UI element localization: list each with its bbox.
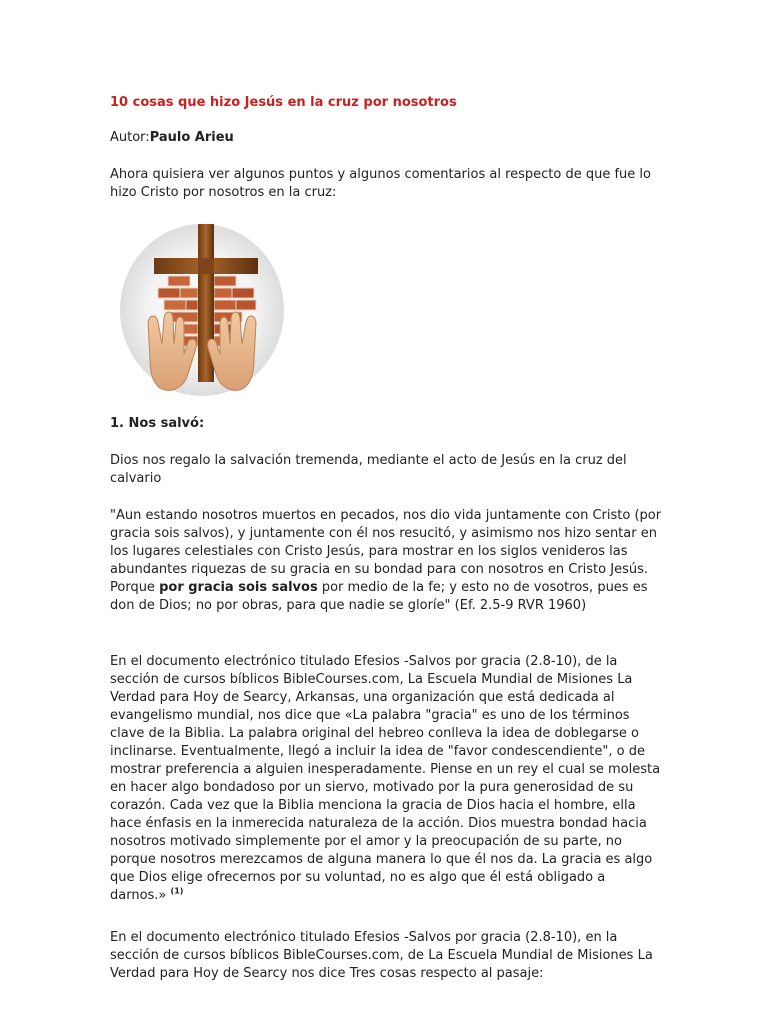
- footnote-marker[interactable]: (1): [170, 886, 184, 896]
- quote-text-after: por medio de la fe; y esto no de vosotros, pues es don de Dios; no por obras, para que nadie se gloríe" (Ef. 2.5-9 RVR 1960): [110, 580, 648, 613]
- paragraph-3: [110, 653, 665, 905]
- paragraph-3-text: En el documento electrónico titulado Efesios -Salvos por gracia (2.8-10), de la sección de cursos bíblicos BibleCourses.com, La Escuela Mundial de Misiones La Verdad para Hoy de Searcy, Arkansas, una organización que está dedicada al evangelismo mundial, nos dice que «La palabra "gracia" es uno de los términos clave de la Biblia. La palabra original del hebreo conlleva la idea de doblegarse o inclinarse. Eventualmente, llegó a incluir la idea de "favor condescendiente", o de mostrar preferencia a alguien inesperadamente. Piense en un rey el cual se molesta en hacer algo bondadoso por un siervo, motivado por la pura generosidad de su corazón. Cada vez que la Biblia menciona la gracia de Dios hacia el hombre, ella hace énfasis en la inmerecida naturaleza de la acción. Dios muestra bondad hacia nosotros motivado simplemente por el amor y la preocupación de su parte, no porque nosotros merezcamos de alguna manera lo que él nos da. La gracia es algo que Dios elige ofrecernos por su voluntad, no es algo que él está obligado a darnos.»: [110, 654, 661, 903]
- intro-paragraph: Ahora quisiera ver algunos puntos y algunos comentarios al respecto de que fue lo hizo Cristo por nosotros en la cruz:: [110, 167, 651, 200]
- author-label: Autor:: [110, 130, 150, 145]
- quote-emphasis: por gracia sois salvos: [159, 580, 318, 595]
- author-name: Paulo Arieu: [149, 130, 234, 145]
- section-heading: 1. Nos salvó:: [110, 416, 205, 431]
- cross-with-raised-hands-icon: [118, 218, 286, 396]
- paragraph-1: Dios nos regalo la salvación tremenda, mediante el acto de Jesús en la cruz del calvario: [110, 453, 627, 486]
- page-title: 10 cosas que hizo Jesús en la cruz por nosotros: [110, 95, 457, 110]
- author-line: [110, 129, 665, 147]
- paragraph-4: En el documento electrónico titulado Efesios -Salvos por gracia (2.8-10), en la sección de cursos bíblicos BibleCourses.com, de La Escuela Mundial de Misiones La Verdad para Hoy de Searcy nos dice Tres cosas respecto al pasaje:: [110, 930, 653, 981]
- quote-text-before: "Aun estando nosotros muertos en pecados, nos dio vida juntamente con Cristo (por gracia sois salvos), y juntamente con él nos resucitó, y asimismo nos hizo sentar en los lugares celestiales con Cristo Jesús, para mostrar en los siglos venideros las abundantes riquezas de su gracia en su bondad para con nosotros en Cristo Jesús. Porque: [110, 508, 662, 595]
- bible-quote: [110, 507, 665, 615]
